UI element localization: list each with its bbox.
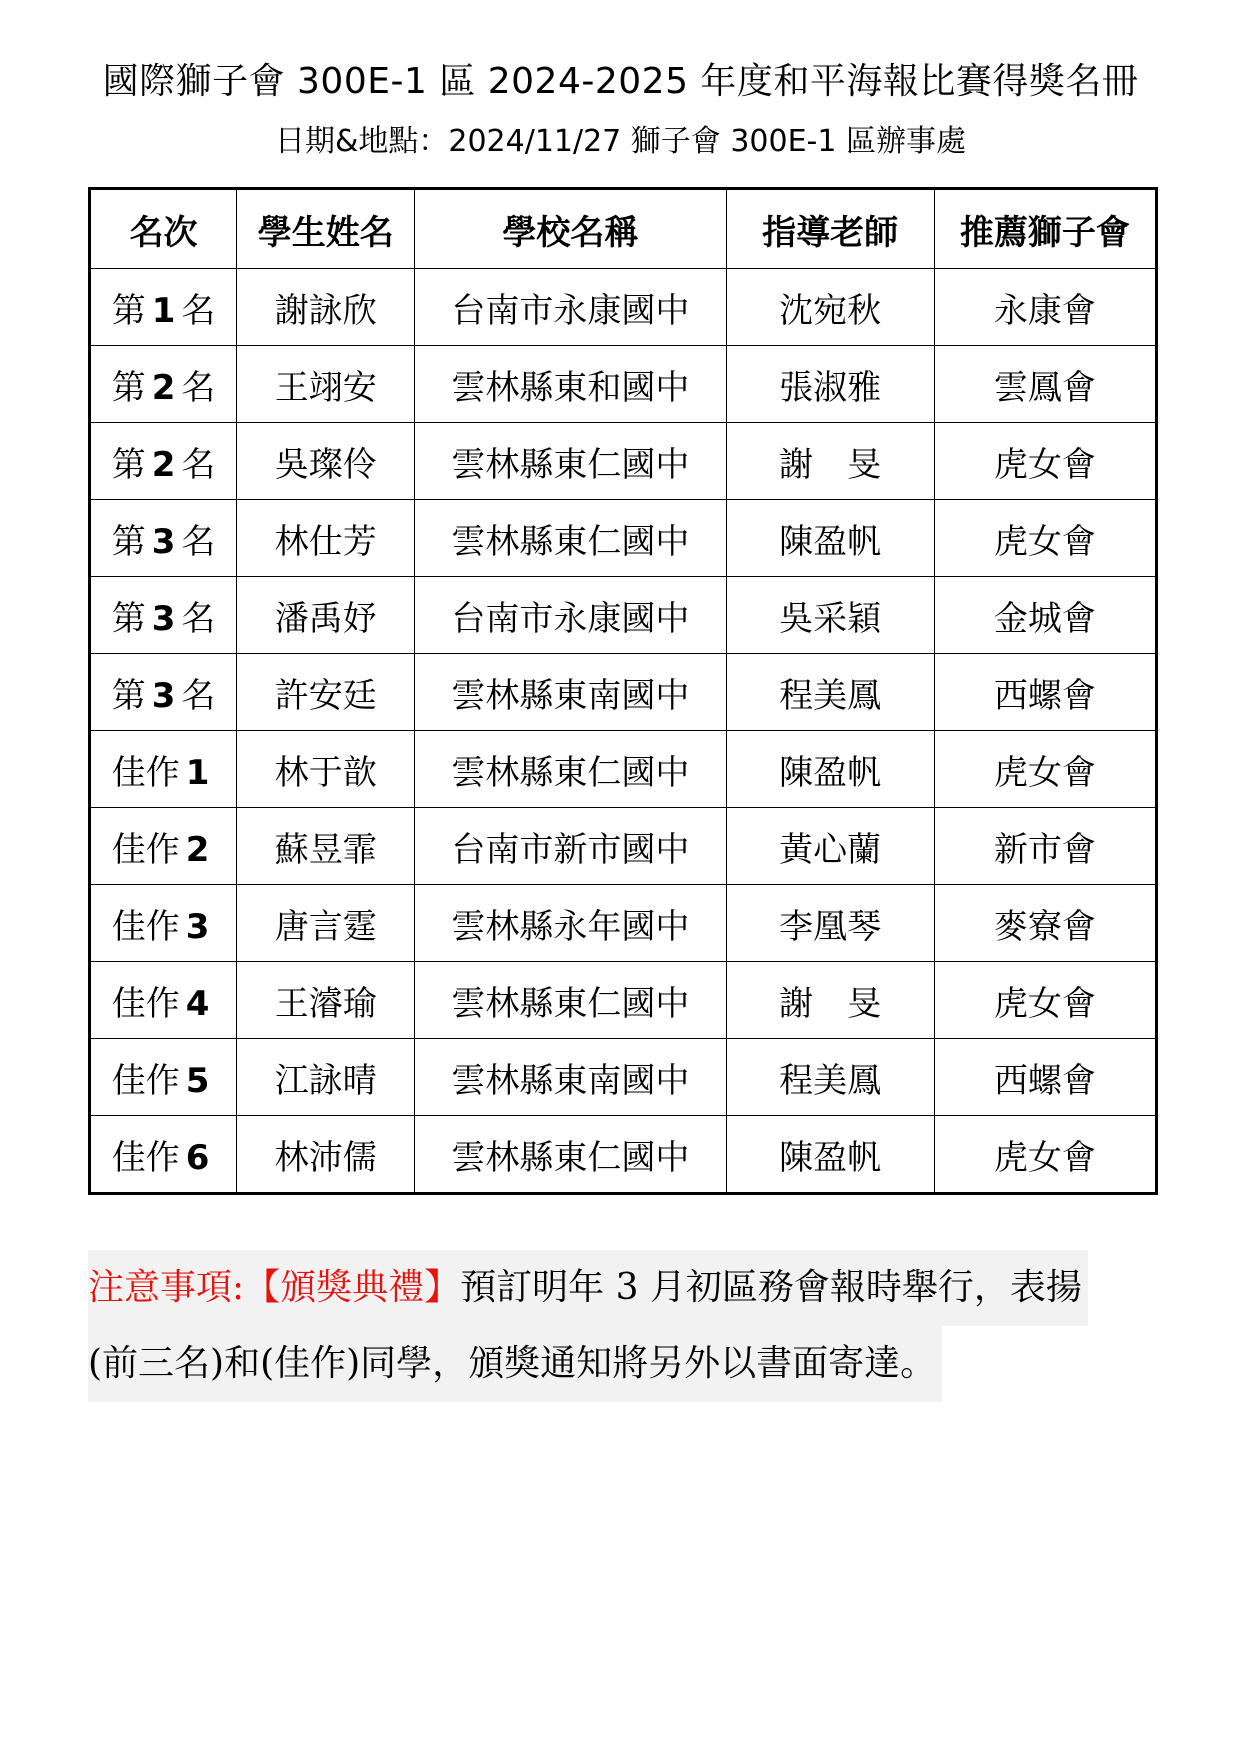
rank-number: 1	[185, 752, 210, 793]
rank-number: 4	[185, 983, 210, 1024]
rank-cell	[90, 731, 237, 808]
school-name-cell: 台南市永康國中	[415, 269, 726, 346]
school-name-cell: 台南市新市國中	[415, 808, 726, 885]
awards-table	[88, 187, 1158, 1195]
rank-number: 2	[185, 829, 210, 870]
rank-number: 6	[185, 1137, 210, 1178]
rank-number: 3	[151, 521, 176, 562]
rank-cell	[90, 654, 237, 731]
school-name-cell: 雲林縣東仁國中	[415, 423, 726, 500]
rank-prefix: 第	[111, 290, 146, 331]
school-name-cell: 雲林縣東仁國中	[415, 500, 726, 577]
club-name-cell: 雲鳳會	[934, 346, 1156, 423]
table-row	[90, 731, 1157, 808]
notice-line-1	[88, 1250, 1088, 1326]
student-name-cell: 蘇昱霏	[237, 808, 415, 885]
rank-prefix: 第	[111, 444, 146, 485]
rank-number: 2	[151, 444, 176, 485]
school-name-cell: 雲林縣東仁國中	[415, 1116, 726, 1194]
club-name-cell: 金城會	[934, 577, 1156, 654]
rank-suffix: 名	[181, 444, 216, 485]
student-name-cell: 吳璨伶	[237, 423, 415, 500]
table-header-row	[90, 189, 1157, 269]
rank-cell	[90, 1039, 237, 1116]
page-title: 國際獅子會 300E-1 區 2024-2025 年度和平海報比賽得獎名冊	[102, 61, 1139, 102]
student-name-cell: 林沛儒	[237, 1116, 415, 1194]
rank-prefix: 佳作	[111, 906, 180, 947]
club-name-cell: 西螺會	[934, 654, 1156, 731]
teacher-name-cell: 程美鳳	[726, 1039, 934, 1116]
student-name-cell: 許安廷	[237, 654, 415, 731]
notice-label: 注意事項:【頒獎典禮】	[88, 1267, 461, 1308]
rank-suffix: 名	[181, 675, 216, 716]
table-row	[90, 269, 1157, 346]
notice-line-2: (前三名)和(佳作)同學，頒獎通知將另外以書面寄達。	[88, 1326, 942, 1402]
teacher-name-cell: 吳采穎	[726, 577, 934, 654]
rank-suffix: 名	[181, 367, 216, 408]
rank-number: 5	[185, 1060, 210, 1101]
club-name-cell: 永康會	[934, 269, 1156, 346]
rank-cell	[90, 808, 237, 885]
rank-suffix: 名	[181, 290, 216, 331]
page-subtitle: 日期&地點：2024/11/27 獅子會 300E-1 區辦事處	[274, 124, 967, 159]
club-name-cell: 虎女會	[934, 500, 1156, 577]
student-name-cell: 林于歆	[237, 731, 415, 808]
rank-cell	[90, 577, 237, 654]
rank-number: 1	[151, 290, 176, 331]
club-name-cell: 西螺會	[934, 1039, 1156, 1116]
rank-prefix: 佳作	[111, 752, 180, 793]
rank-prefix: 佳作	[111, 1137, 180, 1178]
teacher-name-cell: 沈宛秋	[726, 269, 934, 346]
school-name-cell: 雲林縣東南國中	[415, 654, 726, 731]
student-name-cell: 唐言霆	[237, 885, 415, 962]
table-row	[90, 577, 1157, 654]
rank-prefix: 第	[111, 367, 146, 408]
school-name-cell: 台南市永康國中	[415, 577, 726, 654]
rank-suffix: 名	[181, 598, 216, 639]
teacher-name-cell: 李凰琴	[726, 885, 934, 962]
header-teacher: 指導老師	[726, 189, 934, 269]
table-row	[90, 808, 1157, 885]
notice-text-1: 預訂明年 3 月初區務會報時舉行，表揚	[460, 1267, 1082, 1308]
student-name-cell: 江詠晴	[237, 1039, 415, 1116]
club-name-cell: 虎女會	[934, 1116, 1156, 1194]
rank-prefix: 佳作	[111, 983, 180, 1024]
rank-prefix: 佳作	[111, 1060, 180, 1101]
rank-suffix: 名	[181, 521, 216, 562]
club-name-cell: 虎女會	[934, 423, 1156, 500]
table-row	[90, 654, 1157, 731]
header-club: 推薦獅子會	[934, 189, 1156, 269]
rank-prefix: 第	[111, 598, 146, 639]
student-name-cell: 王翊安	[237, 346, 415, 423]
table-row	[90, 885, 1157, 962]
school-name-cell: 雲林縣東和國中	[415, 346, 726, 423]
table-row	[90, 500, 1157, 577]
header-student: 學生姓名	[237, 189, 415, 269]
header-school: 學校名稱	[415, 189, 726, 269]
teacher-name-cell: 謝 旻	[726, 962, 934, 1039]
school-name-cell: 雲林縣東仁國中	[415, 731, 726, 808]
club-name-cell: 新市會	[934, 808, 1156, 885]
club-name-cell: 麥寮會	[934, 885, 1156, 962]
table-row	[90, 962, 1157, 1039]
teacher-name-cell: 程美鳳	[726, 654, 934, 731]
rank-cell	[90, 500, 237, 577]
header-rank: 名次	[90, 189, 237, 269]
rank-cell	[90, 269, 237, 346]
teacher-name-cell: 陳盈帆	[726, 500, 934, 577]
rank-cell	[90, 885, 237, 962]
teacher-name-cell: 張淑雅	[726, 346, 934, 423]
rank-number: 2	[151, 367, 176, 408]
school-name-cell: 雲林縣東南國中	[415, 1039, 726, 1116]
teacher-name-cell: 陳盈帆	[726, 1116, 934, 1194]
school-name-cell: 雲林縣永年國中	[415, 885, 726, 962]
rank-prefix: 第	[111, 521, 146, 562]
student-name-cell: 林仕芳	[237, 500, 415, 577]
table-row	[90, 1039, 1157, 1116]
school-name-cell: 雲林縣東仁國中	[415, 962, 726, 1039]
rank-number: 3	[185, 906, 210, 947]
table-row	[90, 1116, 1157, 1194]
student-name-cell: 謝詠欣	[237, 269, 415, 346]
rank-cell	[90, 346, 237, 423]
rank-cell	[90, 1116, 237, 1194]
rank-prefix: 第	[111, 675, 146, 716]
rank-number: 3	[151, 675, 176, 716]
student-name-cell: 潘禹妤	[237, 577, 415, 654]
club-name-cell: 虎女會	[934, 962, 1156, 1039]
club-name-cell: 虎女會	[934, 731, 1156, 808]
rank-number: 3	[151, 598, 176, 639]
table-body	[90, 269, 1157, 1194]
teacher-name-cell: 黃心蘭	[726, 808, 934, 885]
student-name-cell: 王濬瑜	[237, 962, 415, 1039]
teacher-name-cell: 陳盈帆	[726, 731, 934, 808]
teacher-name-cell: 謝 旻	[726, 423, 934, 500]
table-row	[90, 423, 1157, 500]
notice	[88, 1250, 1128, 1402]
rank-prefix: 佳作	[111, 829, 180, 870]
table-row	[90, 346, 1157, 423]
rank-cell	[90, 962, 237, 1039]
rank-cell	[90, 423, 237, 500]
